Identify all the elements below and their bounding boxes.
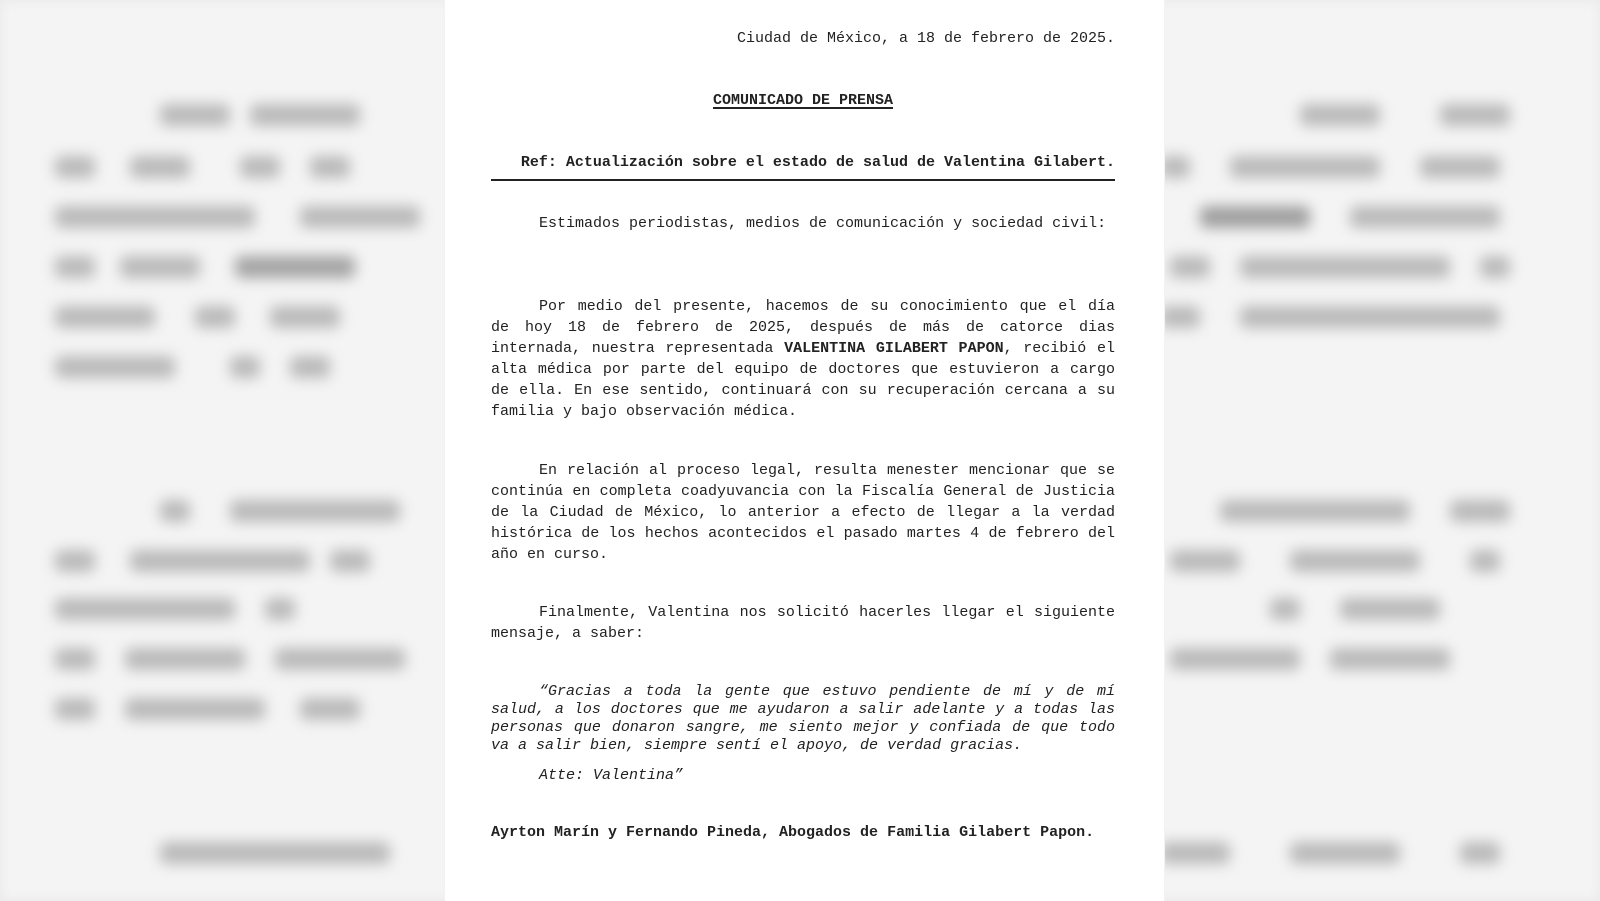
paragraph-discharge-end: , recibió el alta médica por parte del equipo de doctores que estuvieron a cargo de ella. En ese sentido, continuará con su recuperación cercana a su familia y bajo observación médica.: [491, 340, 1115, 420]
document-page: [445, 0, 1164, 901]
paragraph-message-intro: Finalmente, Valentina nos solicitó hacerles llegar el siguiente mensaje, a saber:: [491, 604, 1115, 642]
quote-signoff: Atte: Valentina”: [539, 767, 684, 784]
greeting: Estimados periodistas, medios de comunicación y sociedad civil:: [539, 215, 1107, 232]
paragraph-discharge: [491, 296, 1115, 422]
paragraph-legal: En relación al proceso legal, resulta menester mencionar que se continúa en completa coadyuvancia con la Fiscalía General de Justicia de la Ciudad de México, lo anterior a efecto de llegar a la verdad histórica de los hechos acontecidos el pasado martes 4 de febrero del año en curso.: [491, 462, 1115, 563]
client-name: VALENTINA GILABERT PAPON: [784, 340, 1004, 357]
reference-line: Ref: Actualización sobre el estado de salud de Valentina Gilabert.: [491, 152, 1115, 181]
quoted-message: “Gracias a toda la gente que estuvo pendiente de mí y de mí salud, a los doctores que me ayudaron a salir adelante y a todas las personas que donaron sangre, me siento mejor y confiada de que todo va a salir bien, siempre sentí el apoyo, de verdad gracias.: [491, 683, 1115, 754]
document-title: [491, 90, 1115, 111]
paragraph-discharge-start: Por medio del presente, hacemos de su conocimiento que el día de hoy 18 de febrero de 2025, después de más de catorce dias internada, nuestra representada: [491, 298, 1115, 357]
place-date: Ciudad de México, a 18 de febrero de 2025.: [736, 30, 1115, 47]
document-title-text: COMUNICADO DE PRENSA: [712, 92, 894, 109]
signature-line: Ayrton Marín y Fernando Pineda, Abogados de Familia Gilabert Papon.: [491, 824, 1095, 841]
